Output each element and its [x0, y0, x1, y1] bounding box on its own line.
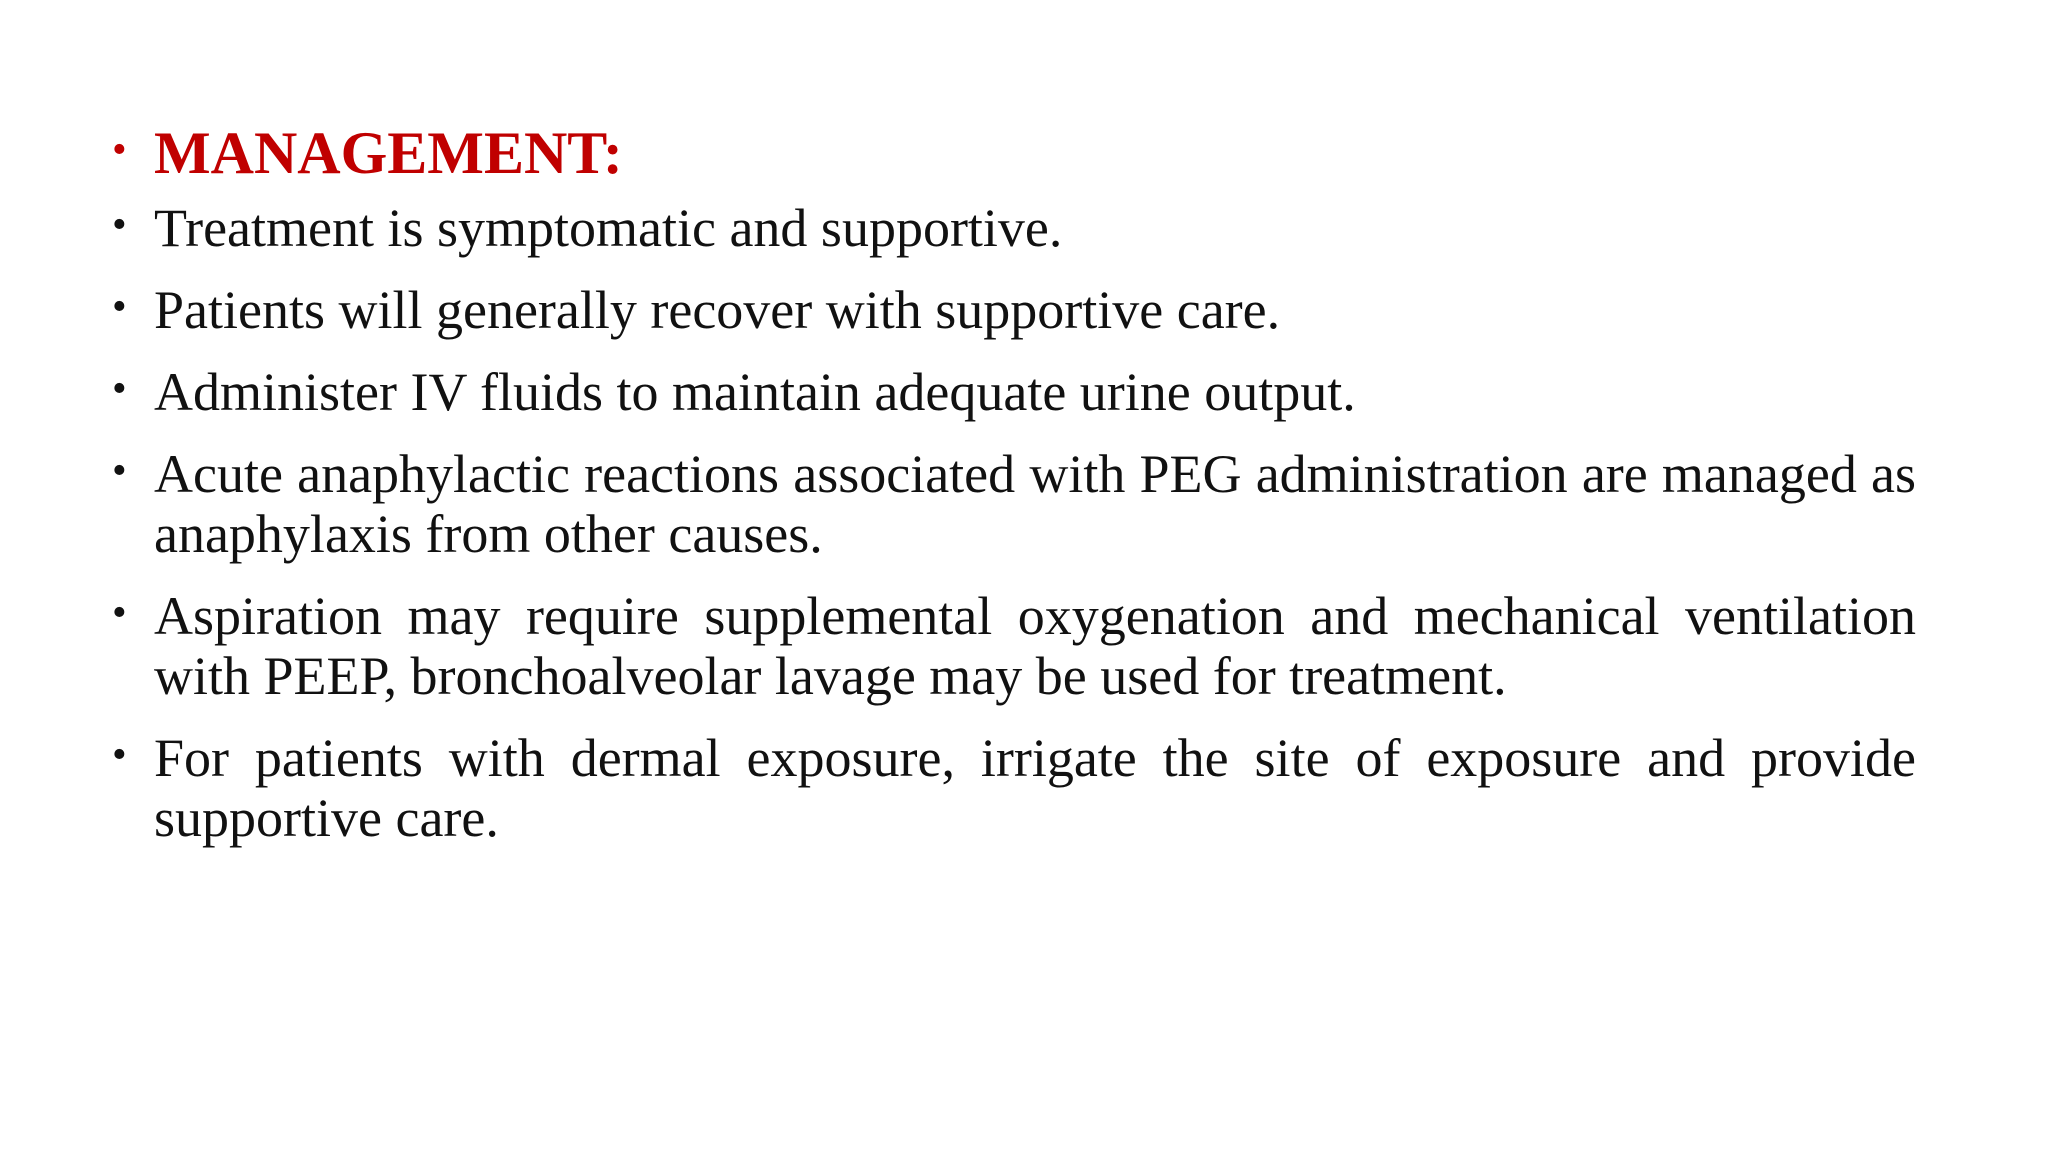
heading-text: MANAGEMENT: — [154, 120, 623, 186]
list-item-text: Patients will generally recover with supportive care. — [154, 280, 1281, 340]
list-item — [108, 362, 1916, 422]
bullet-icon: • — [112, 202, 127, 248]
bullet-icon: • — [112, 366, 127, 412]
list-item-text: Aspiration may require supplemental oxygenation and mechanical ventilation with PEEP, bronchoalveolar lavage may be used for treatment. — [154, 586, 1916, 706]
list-item-text: Acute anaphylactic reactions associated with PEG administration are managed as anaphylaxis from other causes. — [154, 444, 1916, 564]
list-item — [108, 280, 1916, 340]
list-item-text: Administer IV fluids to maintain adequate urine output. — [154, 362, 1356, 422]
bullet-icon: • — [112, 284, 127, 330]
bullet-icon: • — [112, 127, 127, 173]
list-item — [108, 586, 1916, 706]
list-item — [108, 198, 1916, 258]
section-heading — [108, 118, 1916, 188]
list-item — [108, 728, 1916, 848]
bullet-icon: • — [112, 448, 127, 494]
bullet-list — [108, 118, 1916, 870]
list-item-text: For patients with dermal exposure, irrigate the site of exposure and provide supportive care. — [154, 728, 1916, 848]
list-item-text: Treatment is symptomatic and supportive. — [154, 198, 1063, 258]
bullet-icon: • — [112, 732, 127, 778]
list-item — [108, 444, 1916, 564]
bullet-icon: • — [112, 590, 127, 636]
